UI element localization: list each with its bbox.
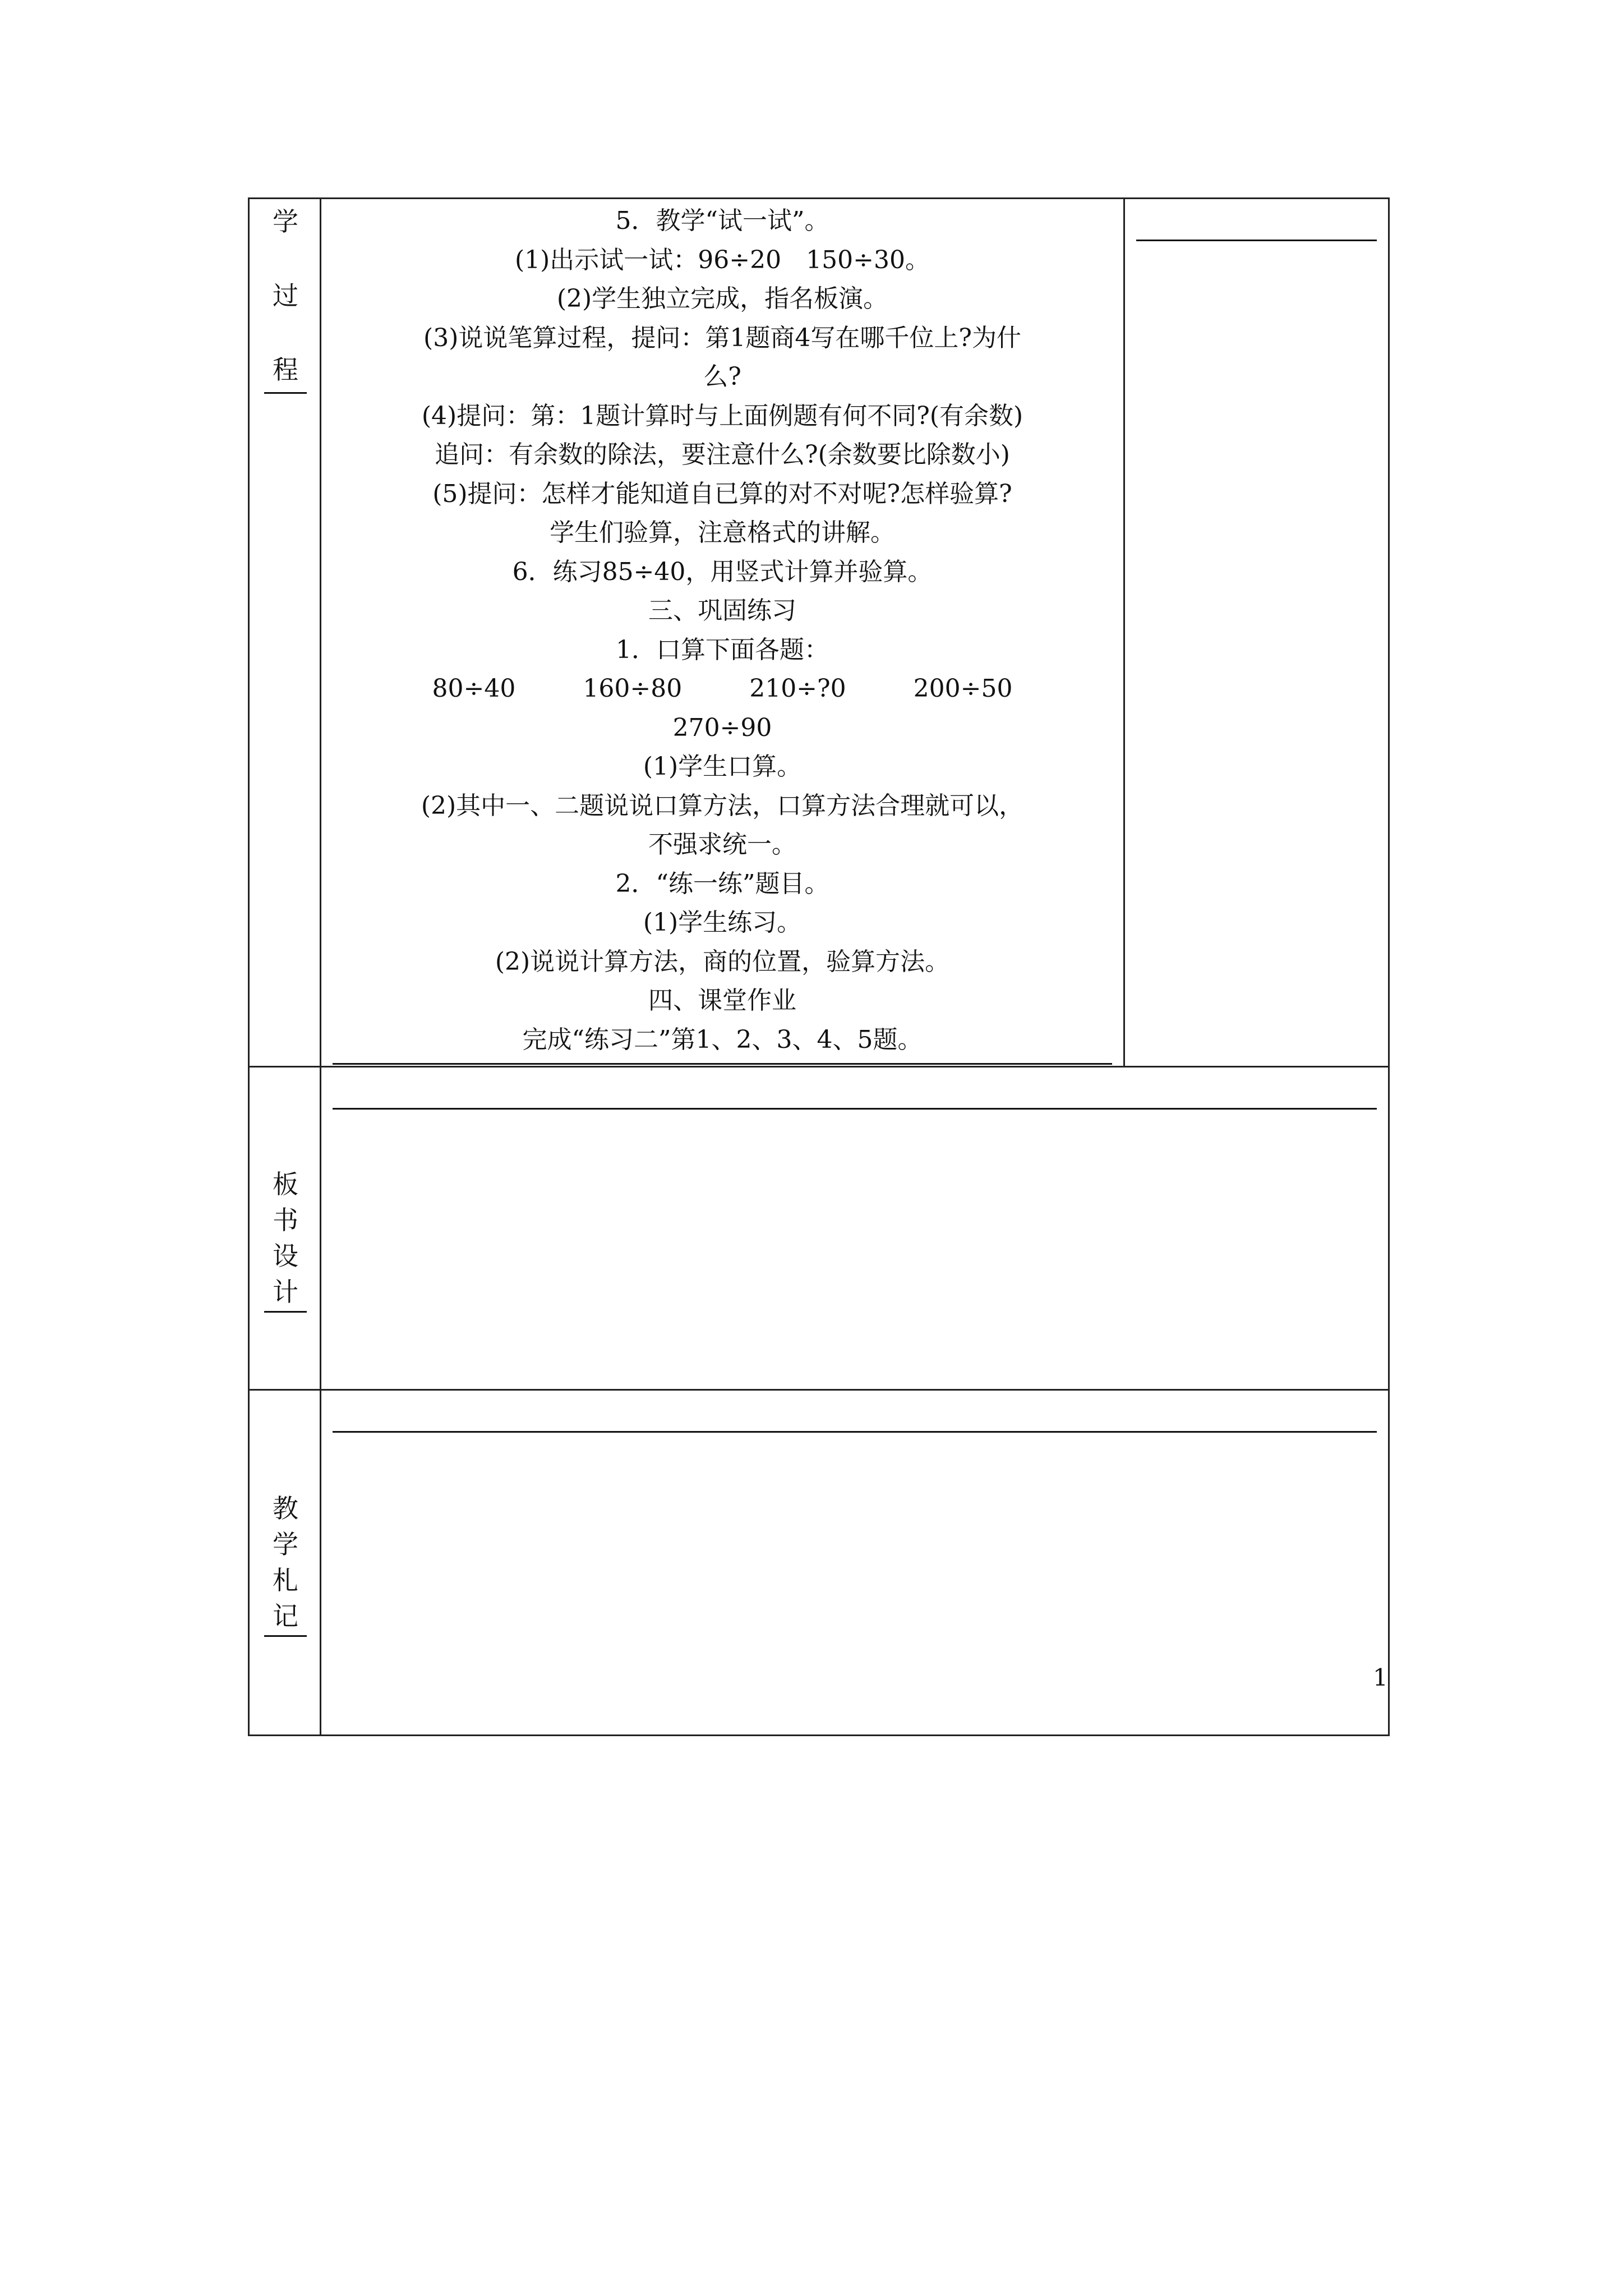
process-content bbox=[321, 199, 1123, 1059]
notes-column-cell bbox=[1124, 199, 1389, 1067]
content-line-21: 完成“练习二”第1、2、3、4、5题。 bbox=[522, 1025, 923, 1054]
page-number: 1 bbox=[1373, 1664, 1388, 1691]
notes-content-cell bbox=[321, 1390, 1389, 1736]
board-label-cell bbox=[249, 1067, 321, 1390]
board-rule bbox=[333, 1108, 1377, 1110]
calc-item-3: 210÷?0 bbox=[749, 674, 846, 703]
content-line-2: (1)出示试一试：96÷20 150÷30。 bbox=[514, 245, 930, 274]
calc-item-2: 160÷80 bbox=[583, 674, 683, 703]
process-label-cell bbox=[249, 199, 321, 1067]
content-line-15: (2)其中一、二题说说口算方法，口算方法合理就可以， bbox=[421, 791, 1024, 820]
content-line-10: 6．练习85÷40，用竖式计算并验算。 bbox=[512, 557, 933, 586]
content-line-5: 么? bbox=[703, 362, 741, 391]
content-line-13: 270÷90 bbox=[672, 713, 772, 742]
notes-label-char-1: 教 bbox=[273, 1493, 298, 1524]
notes-label-underline bbox=[264, 1635, 307, 1637]
content-line-19: (2)说说计算方法，商的位置，验算方法。 bbox=[495, 947, 950, 976]
mental-math-row bbox=[321, 669, 1123, 708]
process-label-char-3: 程 bbox=[273, 355, 298, 385]
process-label-char-1: 学 bbox=[273, 206, 298, 237]
content-line-9: 学生们验算，注意格式的讲解。 bbox=[550, 518, 895, 547]
content-line-1: 5．教学“试一试”。 bbox=[615, 206, 829, 235]
teaching-notes-row bbox=[249, 1390, 1389, 1736]
board-label-char-4: 计 bbox=[273, 1277, 298, 1307]
process-content-cell bbox=[321, 199, 1124, 1067]
board-label-char-1: 板 bbox=[273, 1169, 298, 1199]
notes-rule bbox=[333, 1431, 1377, 1433]
notes-label-cell bbox=[249, 1390, 321, 1736]
content-line-16: 不强求统一。 bbox=[648, 830, 796, 859]
teaching-process-row bbox=[249, 199, 1389, 1067]
board-label-char-2: 书 bbox=[273, 1205, 298, 1235]
lesson-plan-table bbox=[248, 197, 1390, 1736]
content-line-12: 1．口算下面各题： bbox=[616, 635, 829, 664]
content-line-7: 追问：有余数的除法，要注意什么?(余数要比除数小) bbox=[435, 440, 1010, 469]
content-line-6: (4)提问：第：1题计算时与上面例题有何不同?(有余数) bbox=[421, 401, 1023, 430]
calc-item-4: 200÷50 bbox=[913, 674, 1013, 703]
calc-item-1: 80÷40 bbox=[432, 674, 516, 703]
notes-label-char-4: 记 bbox=[273, 1601, 298, 1631]
board-label-underline bbox=[264, 1311, 307, 1313]
board-content-cell bbox=[321, 1067, 1389, 1390]
content-line-17: 2．“练一练”题目。 bbox=[615, 869, 829, 898]
board-design-row bbox=[249, 1067, 1389, 1390]
content-line-4: (3)说说笔算过程，提问：第1题商4写在哪千位上?为什 bbox=[423, 323, 1021, 352]
content-line-18: (1)学生练习。 bbox=[643, 908, 802, 937]
content-line-8: (5)提问：怎样才能知道自已算的对不对呢?怎样验算? bbox=[432, 479, 1012, 508]
content-line-20: 四、课堂作业 bbox=[648, 986, 796, 1015]
process-label-char-2: 过 bbox=[273, 280, 298, 311]
notes-label-char-2: 学 bbox=[273, 1529, 298, 1559]
content-bottom-rule bbox=[333, 1063, 1112, 1065]
content-line-11: 三、巩固练习 bbox=[648, 596, 796, 625]
board-label-char-3: 设 bbox=[273, 1241, 298, 1271]
notes-label-char-3: 札 bbox=[273, 1565, 298, 1595]
content-line-3: (2)学生独立完成，指名板演。 bbox=[556, 284, 888, 313]
process-label-underline bbox=[264, 392, 307, 394]
notes-column-rule bbox=[1136, 240, 1377, 241]
content-line-14: (1)学生口算。 bbox=[643, 752, 802, 781]
